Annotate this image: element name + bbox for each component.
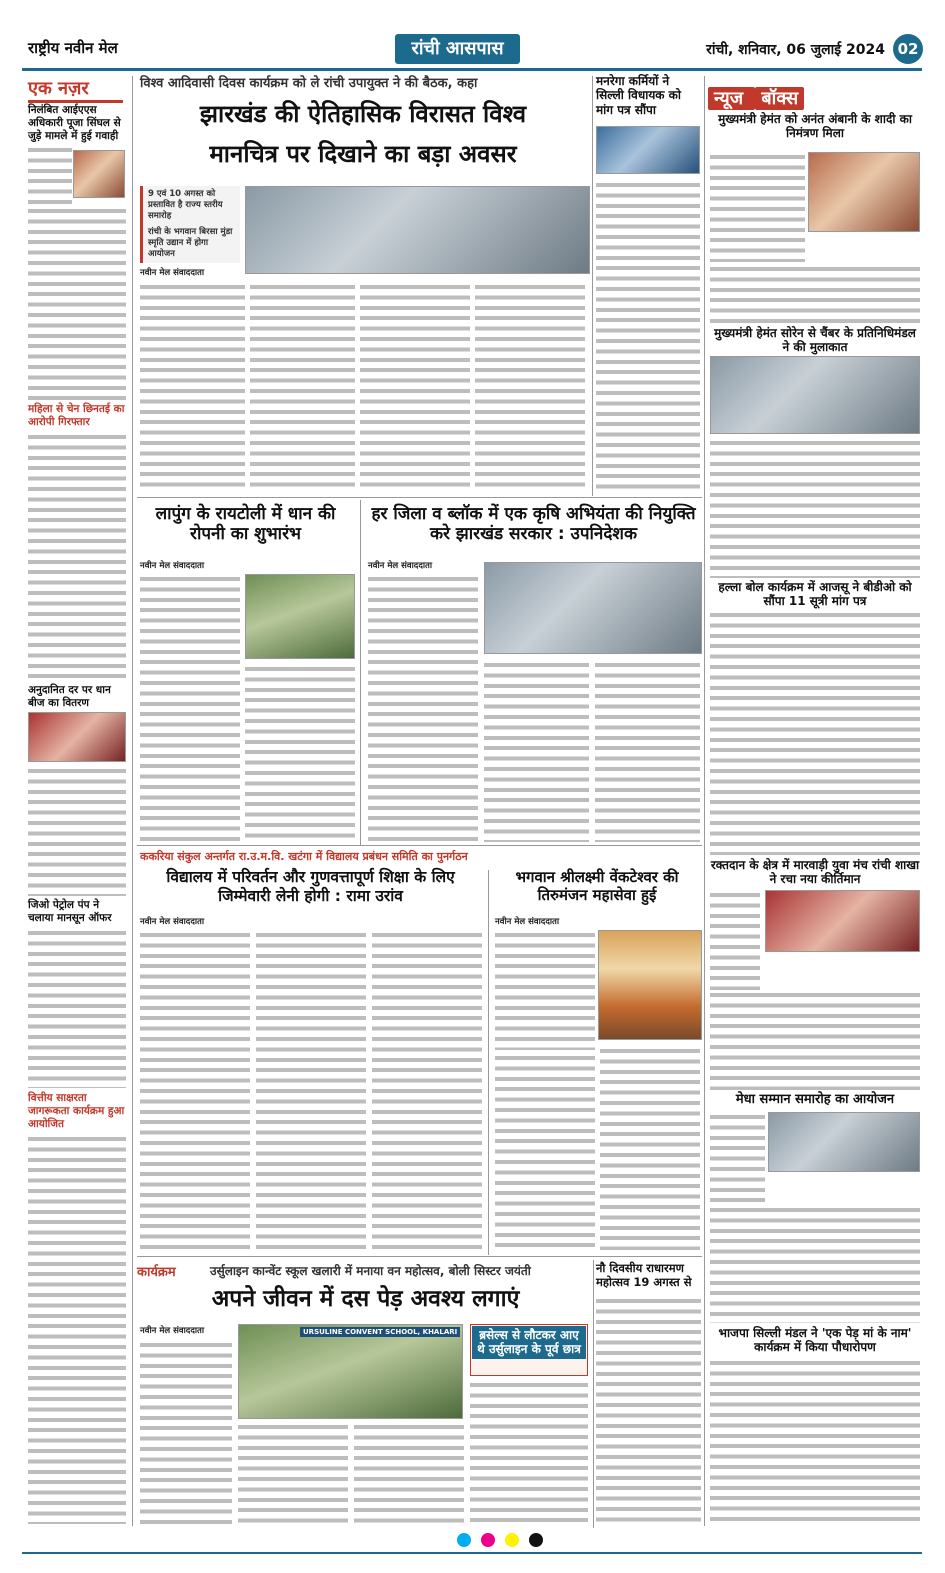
temple-text-col2 bbox=[600, 1046, 700, 1250]
ek-nazar-headline-5: वित्तीय साक्षरता जागरूकता कार्यक्रम हुआ आयोजित bbox=[28, 1092, 125, 1130]
chamber-delegation-photo bbox=[710, 356, 920, 434]
ek-nazar-headline-3: अनुदानित दर पर धान बीज का वितरण bbox=[28, 684, 111, 709]
agri-officials-photo bbox=[484, 562, 702, 654]
mgnrega-photo bbox=[596, 126, 700, 174]
paper-name: राष्ट्रीय नवीन मेल bbox=[28, 39, 118, 57]
school-text-col1 bbox=[140, 930, 250, 1250]
lead-kicker: विश्व आदिवासी दिवस कार्यक्रम को ले रांची उपायुक्त ने की बैठक, कहा bbox=[140, 76, 478, 91]
news-box-text-2 bbox=[710, 438, 920, 578]
paddy-headline: लापुंग के रायटोली में धान की रोपनी का शुभारंभ bbox=[155, 504, 336, 545]
school-kicker: ककरिया संकुल अन्तर्गत रा.उ.म.वि. खटंगा में विद्यालय प्रबंधन समिति का पुनर्गठन bbox=[140, 850, 468, 863]
inset-headline: ब्रसेल्स से लौटकर आए थे उर्सुलाइन के पूर्व छात्र bbox=[472, 1326, 586, 1359]
vanmahotsav-kicker: उर्सुलाइन कान्वेंट स्कूल खलारी में मनाया वन महोत्सव, बोली सिस्टर जयंती bbox=[210, 1264, 531, 1278]
paddy-text-col2 bbox=[245, 664, 355, 842]
lead-text-col4 bbox=[475, 282, 585, 492]
vanmahotsav-text-col2 bbox=[238, 1422, 348, 1526]
invitation-photo bbox=[808, 152, 920, 232]
temple-text-col1b bbox=[495, 1053, 595, 1250]
news-box-text-5a bbox=[710, 1112, 765, 1202]
ek-nazar-text-5 bbox=[28, 1134, 126, 1524]
lead-bullet-2: रांची के भगवान बिरसा मुंडा स्मृति उद्यान में होगा आयोजन bbox=[140, 224, 240, 263]
news-box-headline-1: मुख्यमंत्री हेमंत को अनंत अंबानी के शादी का निमंत्रण मिला bbox=[718, 112, 912, 141]
lead-bullet-1: 9 एवं 10 अगस्त को प्रस्तावित है राज्य स्तरीय समारोह bbox=[140, 186, 240, 225]
lead-byline: नवीन मेल संवाददाता bbox=[140, 268, 205, 278]
news-box-text-4b bbox=[710, 990, 920, 1090]
vanmahotsav-text-col4 bbox=[470, 1380, 588, 1526]
magenta-swatch bbox=[481, 1533, 495, 1547]
ek-nazar-text-2 bbox=[28, 432, 126, 682]
news-box-headline-3: हल्ला बोल कार्यक्रम में आजसू ने बीडीओ को सौंपा 11 सूत्री मांग पत्र bbox=[718, 580, 912, 609]
ek-nazar-headline-1: निलंबित आईएएस अधिकारी पूजा सिंघल से जुड़े मामले में हुई गवाही bbox=[28, 104, 121, 142]
page-number: 02 bbox=[893, 34, 923, 64]
column-divider bbox=[592, 76, 593, 496]
column-divider bbox=[704, 76, 705, 1526]
section-divider bbox=[137, 845, 702, 846]
lead-headline-2: मानचित्र पर दिखाने का बड़ा अवसर bbox=[209, 140, 517, 168]
news-box-text-6 bbox=[710, 1358, 920, 1526]
ek-nazar-headline-2: महिला से चेन छिनतई का आरोपी गिरफ्तार bbox=[28, 403, 125, 428]
header-rule bbox=[22, 68, 922, 71]
agri-text-col2 bbox=[484, 660, 589, 842]
school-byline: नवीन मेल संवाददाता bbox=[140, 917, 205, 927]
column-divider bbox=[593, 1260, 594, 1528]
paddy-byline: नवीन मेल संवाददाता bbox=[140, 561, 205, 571]
section-title: रांची आसपास bbox=[395, 34, 520, 64]
agri-text-col1 bbox=[368, 574, 478, 842]
vanmahotsav-headline: अपने जीवन में दस पेड़ अवश्य लगाएं bbox=[211, 1286, 520, 1312]
news-box-headline-2: मुख्यमंत्री हेमंत सोरेन से चैंबर के प्रतिनिधिमंडल ने की मुलाकात bbox=[714, 326, 916, 355]
section-divider bbox=[137, 497, 702, 498]
agri-text-col3 bbox=[595, 660, 700, 842]
news-box-headline-4: रक्तदान के क्षेत्र में मारवाड़ी युवा मंच रांची शाखा ने रचा नया कीर्तिमान bbox=[710, 858, 920, 887]
cyan-swatch bbox=[457, 1533, 471, 1547]
black-swatch bbox=[529, 1533, 543, 1547]
paddy-planting-photo bbox=[245, 574, 355, 659]
temple-photo bbox=[598, 930, 702, 1040]
news-box-text-5b bbox=[710, 1205, 920, 1323]
yellow-swatch bbox=[505, 1533, 519, 1547]
school-headline: विद्यालय में परिवर्तन और गुणवत्तापूर्ण शिक्षा के लिए जिम्मेवारी लेनी होगी : रामा उरांव bbox=[166, 868, 455, 905]
temple-byline: नवीन मेल संवाददाता bbox=[495, 917, 560, 927]
karyakram-label: कार्यक्रम bbox=[137, 1265, 176, 1280]
lead-headline-1: झारखंड की ऐतिहासिक विरासत विश्व bbox=[199, 100, 527, 128]
column-divider bbox=[132, 76, 133, 1526]
footer-rule bbox=[22, 1552, 922, 1554]
mgnrega-text bbox=[596, 180, 700, 492]
temple-text-col1a bbox=[495, 930, 595, 1050]
column-divider bbox=[360, 500, 361, 845]
school-banner: URSULINE CONVENT SCHOOL, KHALARI bbox=[300, 1327, 460, 1337]
ek-nazar-label: एक नज़र bbox=[28, 76, 123, 103]
news-box-title: न्यूज बॉक्स bbox=[708, 86, 804, 110]
school-event-photo bbox=[238, 1324, 463, 1419]
lead-text-col1 bbox=[140, 282, 245, 492]
radharaman-text bbox=[596, 1296, 701, 1526]
registration-strip bbox=[22, 1532, 922, 1546]
news-box-headline-5: मेधा सम्मान समारोह का आयोजन bbox=[735, 1092, 895, 1107]
temple-headline: भगवान श्रीलक्ष्मी वेंकटेश्वर की तिरुमंजन महासेवा हुई bbox=[515, 868, 679, 904]
paddy-text-col1 bbox=[140, 574, 240, 842]
vanmahotsav-text-col3 bbox=[354, 1422, 464, 1526]
column-divider bbox=[488, 870, 489, 1255]
portrait-photo bbox=[73, 150, 125, 198]
radharaman-headline: नौ दिवसीय राधारमण महोत्सव 19 अगस्त से bbox=[596, 1261, 692, 1289]
school-text-col2 bbox=[256, 930, 366, 1250]
mgnrega-headline: मनरेगा कर्मियों ने सिल्ली विधायक को मांग पत्र सौंपा bbox=[596, 74, 681, 117]
ek-nazar-text-4 bbox=[28, 928, 126, 1088]
vanmahotsav-byline: नवीन मेल संवाददाता bbox=[140, 1326, 205, 1336]
vanmahotsav-text-col1 bbox=[140, 1340, 232, 1526]
news-box-text-1a bbox=[710, 152, 805, 262]
lead-text-col3 bbox=[360, 282, 470, 492]
dateline: रांची, शनिवार, 06 जुलाई 2024 bbox=[706, 42, 885, 58]
meeting-photo bbox=[245, 186, 590, 274]
ek-nazar-headline-4: जिओ पेट्रोल पंप ने चलाया मानसून ऑफर bbox=[28, 899, 112, 924]
section-divider bbox=[137, 1256, 702, 1257]
lead-text-col2 bbox=[250, 282, 355, 492]
news-box-text-4a bbox=[710, 890, 760, 990]
medha-samman-photo bbox=[768, 1112, 920, 1172]
seed-distribution-photo bbox=[28, 712, 126, 762]
school-text-col3 bbox=[372, 930, 482, 1250]
news-box-text-1b bbox=[710, 264, 920, 324]
blood-donation-photo bbox=[765, 890, 920, 952]
agri-headline: हर जिला व ब्लॉक में एक कृषि अभियंता की नियुक्ति करे झारखंड सरकार : उपनिदेशक bbox=[371, 504, 696, 545]
news-box-text-3 bbox=[710, 610, 920, 855]
ek-nazar-text-1b bbox=[28, 206, 126, 401]
ek-nazar-text-1a bbox=[28, 145, 72, 205]
agri-byline: नवीन मेल संवाददाता bbox=[368, 561, 433, 571]
ek-nazar-text-3 bbox=[28, 766, 126, 896]
news-box-headline-6: भाजपा सिल्ली मंडल ने 'एक पेड़ मां के नाम' कार्यक्रम में किया पौधारोपण bbox=[718, 1326, 912, 1355]
